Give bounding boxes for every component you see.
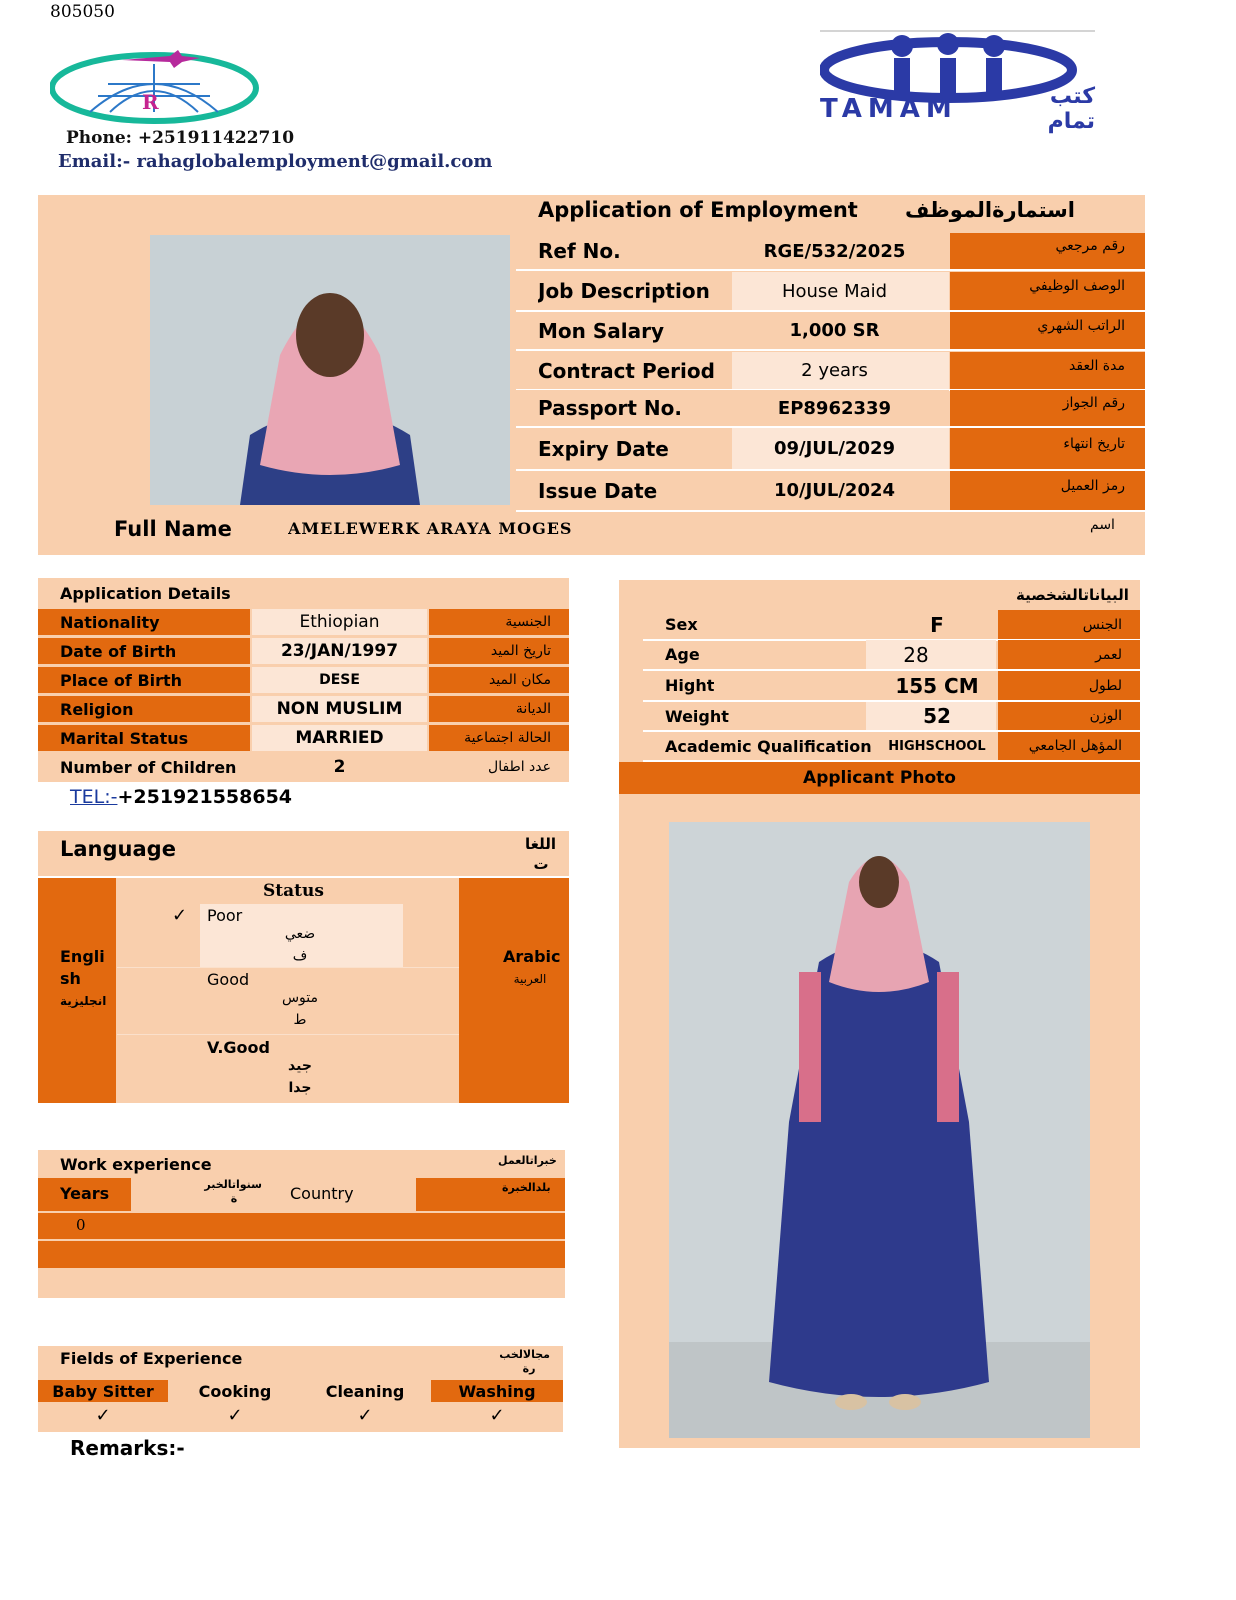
row-divider bbox=[516, 349, 1145, 351]
personal-label: Weight bbox=[665, 706, 729, 726]
job-label: Ref No. bbox=[538, 239, 621, 263]
language-title-arabic-1: اللغا bbox=[525, 835, 556, 853]
arabic-label-arabic: العربية bbox=[513, 972, 547, 986]
english-label bbox=[60, 946, 106, 1012]
detail-value: MARRIED bbox=[295, 728, 384, 748]
language-level-arabic-2: ف bbox=[292, 948, 308, 964]
fields-title-arabic bbox=[499, 1348, 550, 1376]
job-value: 1,000 SR bbox=[789, 320, 880, 341]
language-title-arabic bbox=[526, 834, 556, 874]
partner-logo-text: TAMAM bbox=[820, 94, 958, 124]
job-value: RGE/532/2025 bbox=[763, 240, 906, 262]
logo-letter: R bbox=[142, 90, 159, 114]
person-photo-icon bbox=[150, 235, 510, 505]
document-id: 805050 bbox=[50, 2, 115, 22]
detail-arabic: تاريخ الميد bbox=[490, 643, 551, 659]
applicant-photo-label: Applicant Photo bbox=[619, 762, 1140, 794]
job-value: EP8962339 bbox=[777, 397, 892, 419]
field-check-icon: ✓ bbox=[357, 1404, 373, 1426]
person-photo-icon bbox=[669, 822, 1090, 1438]
detail-label: Nationality bbox=[60, 612, 160, 632]
full-name-label: Full Name bbox=[114, 517, 232, 541]
job-arabic-label: رمز العميل bbox=[1060, 477, 1125, 494]
field-check-icon: ✓ bbox=[95, 1404, 111, 1426]
english-label-2: sh bbox=[60, 969, 81, 988]
detail-arabic: مكان الميد bbox=[488, 672, 551, 688]
field-label: Cleaning bbox=[325, 1381, 405, 1401]
experience-row-2 bbox=[38, 1241, 565, 1268]
personal-value: F bbox=[930, 612, 944, 637]
personal-title-arabic: البياناتالشخصية bbox=[1016, 586, 1129, 604]
country-header: Country bbox=[290, 1183, 354, 1203]
detail-value: NON MUSLIM bbox=[276, 699, 403, 719]
personal-value: HIGHSCHOOL bbox=[888, 738, 986, 754]
agency-logo bbox=[50, 46, 260, 126]
language-level-arabic-1: جيد bbox=[288, 1058, 312, 1074]
job-value: 09/JUL/2029 bbox=[773, 438, 896, 459]
telephone bbox=[70, 786, 292, 808]
language-level-label: Poor bbox=[207, 906, 243, 925]
job-label: Expiry Date bbox=[538, 436, 669, 461]
job-arabic-label: الراتب الشهري bbox=[1037, 317, 1125, 334]
language-title: Language bbox=[60, 837, 176, 861]
agency-phone: Phone: +251911422710 bbox=[66, 128, 295, 148]
divider bbox=[117, 1034, 459, 1035]
job-value: 2 years bbox=[801, 360, 868, 381]
years-header-arabic bbox=[206, 1178, 262, 1206]
years-arabic-1: سنواتالخبر bbox=[204, 1178, 262, 1191]
english-label-arabic: انجليزية bbox=[60, 994, 107, 1008]
detail-label: Marital Status bbox=[60, 728, 189, 748]
detail-value: Ethiopian bbox=[299, 612, 380, 632]
application-details-title: Application Details bbox=[60, 583, 231, 603]
applicant-headshot bbox=[150, 235, 510, 505]
personal-arabic: لطول bbox=[1088, 677, 1122, 694]
personal-label: Hight bbox=[665, 676, 715, 695]
poor-check-icon: ✓ bbox=[172, 905, 188, 926]
job-arabic-label: رقم الجواز bbox=[1062, 395, 1125, 411]
field-check-icon: ✓ bbox=[489, 1404, 505, 1426]
agency-email: Email:- rahaglobalemployment@gmail.com bbox=[58, 151, 493, 172]
full-name-arabic: اسم bbox=[1090, 517, 1115, 533]
arabic-column bbox=[459, 878, 569, 1103]
personal-value: 52 bbox=[923, 704, 951, 728]
partner-logo bbox=[820, 30, 1095, 134]
personal-arabic: المؤهل الجامعي bbox=[1028, 738, 1122, 754]
remarks-label: Remarks:- bbox=[70, 1436, 185, 1460]
tel-number: +251921558654 bbox=[117, 786, 293, 808]
english-label-1: Engli bbox=[60, 947, 105, 966]
job-arabic-label: تاريخ انتهاء bbox=[1063, 435, 1125, 452]
detail-arabic: الحالة اجتماعية bbox=[464, 730, 551, 746]
personal-value: 28 bbox=[903, 642, 929, 667]
personal-label: Sex bbox=[665, 615, 698, 634]
field-check-icon: ✓ bbox=[227, 1404, 243, 1426]
divider bbox=[117, 967, 459, 968]
language-title-arabic-2: ت bbox=[533, 855, 549, 873]
job-arabic-label: رقم مرجعي bbox=[1055, 238, 1125, 254]
experience-row-1 bbox=[38, 1213, 565, 1239]
detail-label: Date of Birth bbox=[60, 641, 177, 661]
language-level-arabic-2: ط bbox=[293, 1012, 307, 1028]
row-divider bbox=[516, 269, 1145, 271]
detail-arabic: عدد اطفال bbox=[488, 759, 551, 775]
years-header: Years bbox=[60, 1183, 110, 1203]
arabic-label bbox=[503, 946, 561, 990]
fields-arabic-2: رة bbox=[522, 1362, 536, 1375]
detail-arabic: الديانة bbox=[515, 701, 551, 717]
tel-prefix: TEL:- bbox=[70, 786, 118, 808]
experience-years-value: 0 bbox=[76, 1216, 86, 1234]
field-label: Washing bbox=[458, 1381, 536, 1401]
personal-label: Academic Qualification bbox=[665, 736, 872, 756]
job-label: Contract Period bbox=[538, 358, 715, 383]
language-level-arabic-1: متوس bbox=[281, 990, 319, 1006]
detail-label: Number of Children bbox=[60, 757, 237, 777]
job-label: Issue Date bbox=[538, 478, 658, 503]
years-arabic-2: ة bbox=[230, 1192, 238, 1205]
application-title: Application of Employment bbox=[538, 198, 858, 222]
language-level-arabic-2: جدا bbox=[288, 1080, 312, 1096]
status-header: Status bbox=[263, 881, 324, 901]
application-title-arabic: استمارةالموظف bbox=[905, 198, 1075, 222]
job-arabic-label: الوصف الوظيفي bbox=[1029, 278, 1125, 294]
country-header-arabic: بلدالخبرة bbox=[502, 1180, 551, 1194]
row-divider bbox=[516, 510, 1145, 512]
partner-logo-arabic: كتب تمام bbox=[1047, 84, 1095, 134]
job-label: Job Description bbox=[538, 279, 710, 303]
detail-label: Religion bbox=[60, 699, 134, 719]
job-arabic-label: مدة العقد bbox=[1069, 357, 1125, 374]
full-name-value: AMELEWERK ARAYA MOGES bbox=[288, 518, 573, 538]
job-label: Passport No. bbox=[538, 396, 682, 420]
personal-arabic: الوزن bbox=[1089, 708, 1122, 724]
detail-value: 23/JAN/1997 bbox=[280, 641, 399, 661]
detail-label: Place of Birth bbox=[60, 670, 183, 690]
detail-arabic: الجنسية bbox=[505, 614, 551, 630]
detail-value: 2 bbox=[333, 757, 346, 777]
language-level-arabic-1: ضعي bbox=[284, 926, 316, 942]
arabic-label-text: Arabic bbox=[503, 947, 561, 966]
work-experience-title-arabic: خبراتالعمل bbox=[498, 1153, 557, 1167]
personal-arabic: لعمر bbox=[1095, 646, 1122, 663]
field-label: Cooking bbox=[198, 1381, 272, 1401]
work-experience-title: Work experience bbox=[60, 1154, 212, 1174]
field-label: Baby Sitter bbox=[52, 1381, 154, 1401]
language-level-label: V.Good bbox=[207, 1038, 270, 1057]
job-value: 10/JUL/2024 bbox=[773, 480, 896, 501]
job-value: House Maid bbox=[781, 280, 888, 302]
language-level-label: Good bbox=[207, 970, 250, 989]
personal-label: Age bbox=[665, 645, 700, 664]
globe-plane-icon bbox=[50, 46, 260, 126]
personal-value: 155 CM bbox=[895, 673, 979, 698]
fields-title: Fields of Experience bbox=[60, 1348, 243, 1368]
detail-value: DESE bbox=[319, 672, 360, 688]
job-label: Mon Salary bbox=[538, 318, 664, 343]
fields-arabic-1: مجالالخب bbox=[499, 1348, 550, 1361]
personal-arabic: الجنس bbox=[1082, 616, 1122, 633]
applicant-full-photo bbox=[669, 822, 1090, 1438]
